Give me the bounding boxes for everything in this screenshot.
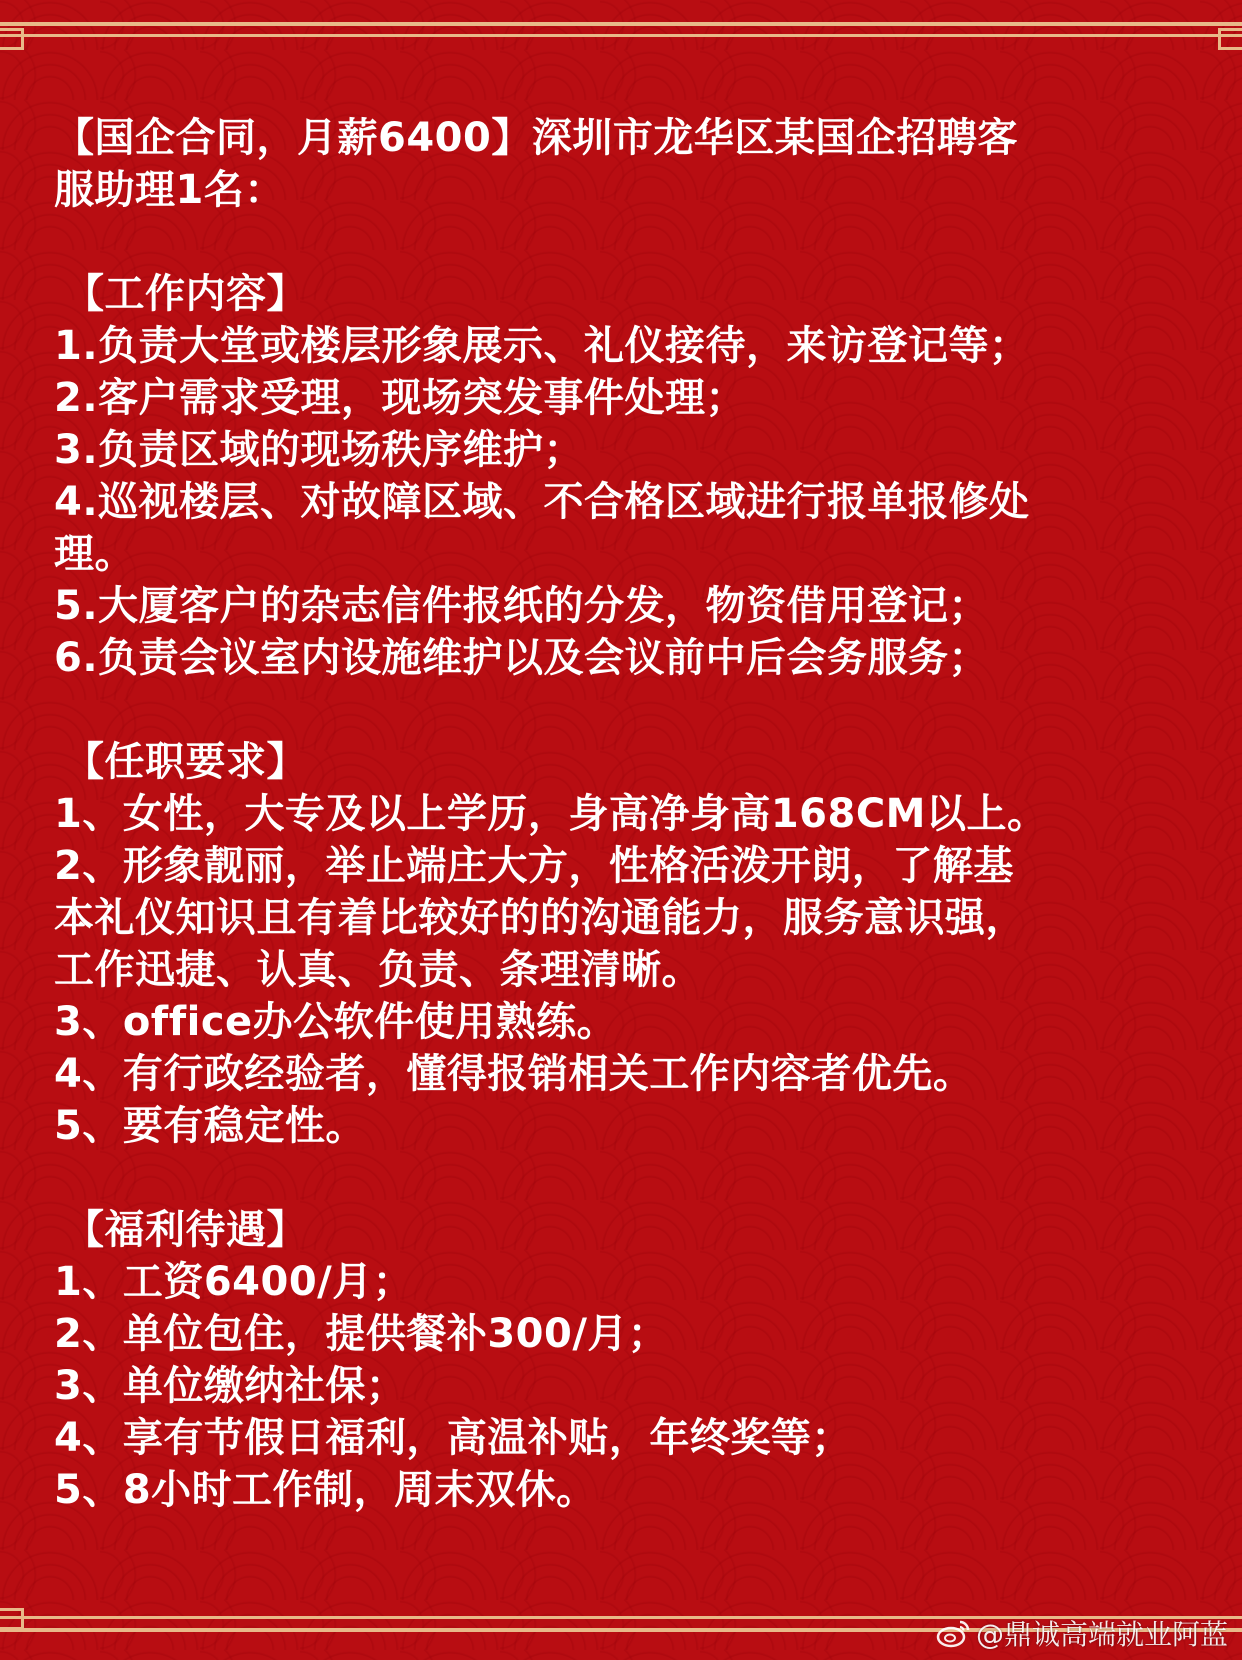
requirement-item: 2、形象靓丽，举止端庄大方，性格活泼开朗，了解基: [54, 843, 1014, 889]
job-content-item: 4.巡视楼层、对故障区域、不合格区域进行报单报修处: [54, 479, 1030, 525]
benefit-item: 5、8小时工作制，周末双休。: [54, 1467, 597, 1513]
job-content-item: 5.大厦客户的杂志信件报纸的分发，物资借用登记；: [54, 583, 990, 629]
watermark-text: @鼎诚高端就业阿蓝: [975, 1618, 1228, 1651]
job-content-item: 3.负责区域的现场秩序维护；: [54, 427, 585, 473]
posting-title-line-2: 服助理1名：: [54, 167, 285, 213]
posting-title-line-1: 【国企合同，月薪6400】深圳市龙华区某国企招聘客: [54, 115, 1018, 161]
benefit-item: 2、单位包住，提供餐补300/月；: [54, 1311, 669, 1357]
bottom-left-corner-ornament: [0, 1608, 24, 1630]
requirement-item: 3、office办公软件使用熟练。: [54, 999, 618, 1045]
requirement-item: 工作迅捷、认真、负责、条理清晰。: [54, 947, 702, 993]
watermark: [936, 1613, 1228, 1653]
requirement-item: 本礼仪知识且有着比较好的的沟通能力，服务意识强，: [54, 895, 1026, 941]
benefit-item: 1、工资6400/月；: [54, 1259, 414, 1305]
requirement-item: 1、女性，大专及以上学历，身高净身高168CM以上。: [54, 791, 1048, 837]
benefit-item: 4、享有节假日福利，高温补贴，年终奖等；: [54, 1415, 852, 1461]
job-content-item: 2.客户需求受理，现场突发事件处理；: [54, 375, 747, 421]
top-border-line: [0, 22, 1242, 26]
requirement-item: 4、有行政经验者，懂得报销相关工作内容者优先。: [54, 1051, 974, 1097]
benefit-item: 3、单位缴纳社保；: [54, 1363, 407, 1409]
job-content-item: 6.负责会议室内设施维护以及会议前中后会务服务；: [54, 635, 990, 681]
spacer: [54, 684, 1204, 736]
job-content-item: 1.负责大堂或楼层形象展示、礼仪接待，来访登记等；: [54, 323, 1030, 369]
requirement-item: 5、要有稳定性。: [54, 1103, 366, 1149]
job-posting: [54, 112, 1204, 1516]
job-content-heading: 【工作内容】: [64, 271, 307, 317]
top-border-line-inner: [0, 34, 1242, 37]
benefits-heading: 【福利待遇】: [64, 1207, 307, 1253]
requirements-heading: 【任职要求】: [64, 739, 307, 785]
spacer: [54, 216, 1204, 268]
job-content-item: 理。: [54, 531, 135, 577]
top-right-corner-ornament: [1218, 28, 1242, 50]
weibo-icon: [936, 1618, 972, 1648]
top-left-corner-ornament: [0, 28, 24, 50]
spacer: [54, 1152, 1204, 1204]
